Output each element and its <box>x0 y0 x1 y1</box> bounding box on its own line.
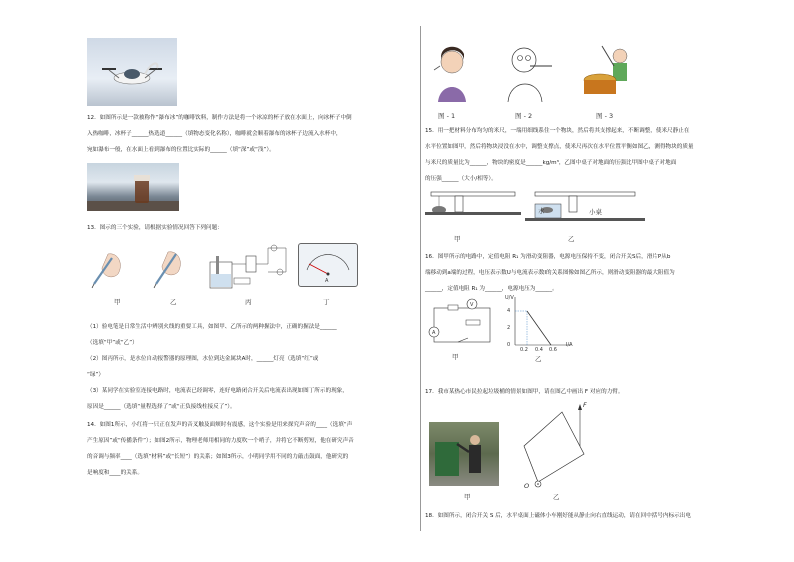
water-level-alarm-diagram <box>208 242 292 292</box>
q13-part2-line2: “绿”） <box>87 372 104 378</box>
q12-line3: 宛如瀑布一般，在水面上看到瀑布的位置比实际的______（填“深”或“浅”）。 <box>87 147 275 153</box>
q14-line2: 产生原因”或“传播条件”）；如图2所示，物理老师用相同的力度吹一个哨子，并将它不断剪短，他在研究声音 <box>87 438 354 444</box>
trash-can-photo <box>429 422 499 486</box>
teacher-whistle-figure <box>500 40 560 102</box>
q14-line1: 14．如图1所示，小红将一只正在发声的音叉触及面颊时有震感，这个实验是用来探究声音的____（选填“声 <box>87 422 353 428</box>
q17-fig-label-1: 甲 <box>464 493 471 501</box>
q17-text: 17．我市某热心市民拉起垃圾桶的情景如图甲，请在图乙中画出 F 对应的力臂。 <box>425 389 624 395</box>
q14-line4: 是响度和____的关系。 <box>87 470 143 476</box>
svg-text:A: A <box>432 330 436 336</box>
q13-part3-line1: （3）某同学在实验室连接电路时，电流表已经调零，连好电路闭合开关后电流表出现如图丁所示的现象， <box>87 388 348 394</box>
q13-intro: 13．图示的三个实验，请根据实验情况回答下列问题： <box>87 225 223 231</box>
q15-line4: 的压强______（大小/相等）。 <box>425 176 497 182</box>
pivot-o-label: O <box>524 482 530 490</box>
q15-line3: 与米尺的质量比为______，物块的密度是______kg/m³，乙图中桌子对地面的压强比甲图中桌子对地面 <box>425 160 677 166</box>
waterfall-coffee-photo <box>87 163 179 211</box>
i-tick-06: 0.6 <box>549 347 557 353</box>
q16-line2: 端移动到a端的过程，电压表示数U与电流表示数I的关系图像如图乙所示，则滑动变阻器的最大阻值为 <box>425 270 675 276</box>
u-tick-0: 0 <box>507 342 511 348</box>
u-tick-2: 2 <box>507 325 511 331</box>
q13-fig-label-3: 丙 <box>245 298 252 306</box>
q12-line1: 12．如图所示是一款被称作“瀑布冰”的咖啡饮料，制作方法是将一个冰凉的杯子放在水面上，向冰杯子中倒 <box>87 115 352 121</box>
circuit-diagram <box>428 298 494 350</box>
q13-part1-line2: （选填“甲”或“乙”） <box>87 340 138 346</box>
svg-text:A: A <box>325 278 329 284</box>
ammeter-reverse-needle <box>298 243 358 287</box>
fig-caption-1: 图 - 1 <box>438 112 456 120</box>
q16-fig-label-1: 甲 <box>452 353 459 361</box>
q13-part2-line1: （2）图丙所示，是水位自动报警器的原理图，水位到达金属块A时，______灯亮（选填“红”或 <box>87 356 319 362</box>
u-axis-label: U/V <box>505 295 514 301</box>
q13-fig-label-1: 甲 <box>114 298 121 306</box>
fig-caption-2: 图 - 2 <box>515 112 533 120</box>
q13-fig-label-4: 丁 <box>323 298 330 306</box>
i-axis-label: I/A <box>566 342 573 348</box>
q15-line1: 15．用一把材料分布均匀的米尺，一端用细线系住一个物块，然后将其支撑起来，不断调整，使米尺静止在 <box>425 128 690 134</box>
boy-drum-figure <box>580 40 640 102</box>
svg-text:V: V <box>470 302 474 308</box>
q15-fig-label-1: 甲 <box>454 235 461 243</box>
q16-line1: 16．图甲所示的电路中，定值电阻 R₁ 为滑动变阻器，电源电压保持不变，闭合开关S后，滑片P从b <box>425 254 671 260</box>
q16-line3: ______，定值电阻 R₁ 为______，电源电压为______。 <box>425 286 558 292</box>
q15-table-label: 小桌 <box>589 208 602 216</box>
u-tick-4: 4 <box>507 308 511 314</box>
q16-fig-label-2: 乙 <box>535 355 542 363</box>
i-tick-04: 0.4 <box>535 347 543 353</box>
q12-line2: 入热咖啡，冰杯子______热选道______（填物态变化名称），咖啡就会顺着瀑布的冰杯子边流入水杯中， <box>87 131 342 137</box>
lever-force-diagram <box>520 402 600 492</box>
q18-text: 18．如图所示，闭合开关 S 后，水平桌面上磁体小车刚好能从静止向右直线运动，请在回中括号内标示出电 <box>425 513 691 519</box>
q15-line2: 水平位置如图甲，然后将物块浸没在水中，调整支撑点，使米尺再次在水平位置平衡如图乙，测得物块的质量 <box>425 144 694 150</box>
column-divider <box>420 26 421 531</box>
q14-line3: 的音调与频率____（选填“材料”或“长短”）的关系；如图3所示，小明同学用不同的力敲击鼓面，他研究的 <box>87 454 349 460</box>
u-i-graph <box>505 295 575 355</box>
force-f-label: F <box>583 401 587 409</box>
flying-car-photo <box>87 38 177 106</box>
q15-water-label: 水 <box>538 207 545 215</box>
tuning-fork-face-figure <box>430 40 480 102</box>
q13-part1-line1: （1）验电笔是日常生活中辨别火线的重要工具，如图甲、乙所示的两种握法中，正确的握法是______ <box>87 324 337 330</box>
fig-caption-3: 图 - 3 <box>596 112 614 120</box>
test-pen-grip-a <box>88 240 128 290</box>
q15-fig-label-2: 乙 <box>568 235 575 243</box>
q13-part3-line2: 原因是______（选填“量程选择了”或“正负接线柱接反了”）。 <box>87 404 236 410</box>
q13-fig-label-2: 乙 <box>170 298 177 306</box>
meter-ruler-balance-diagram <box>425 186 725 246</box>
q17-fig-label-2: 乙 <box>553 493 560 501</box>
i-tick-02: 0.2 <box>520 347 528 353</box>
test-pen-grip-b <box>150 240 190 290</box>
